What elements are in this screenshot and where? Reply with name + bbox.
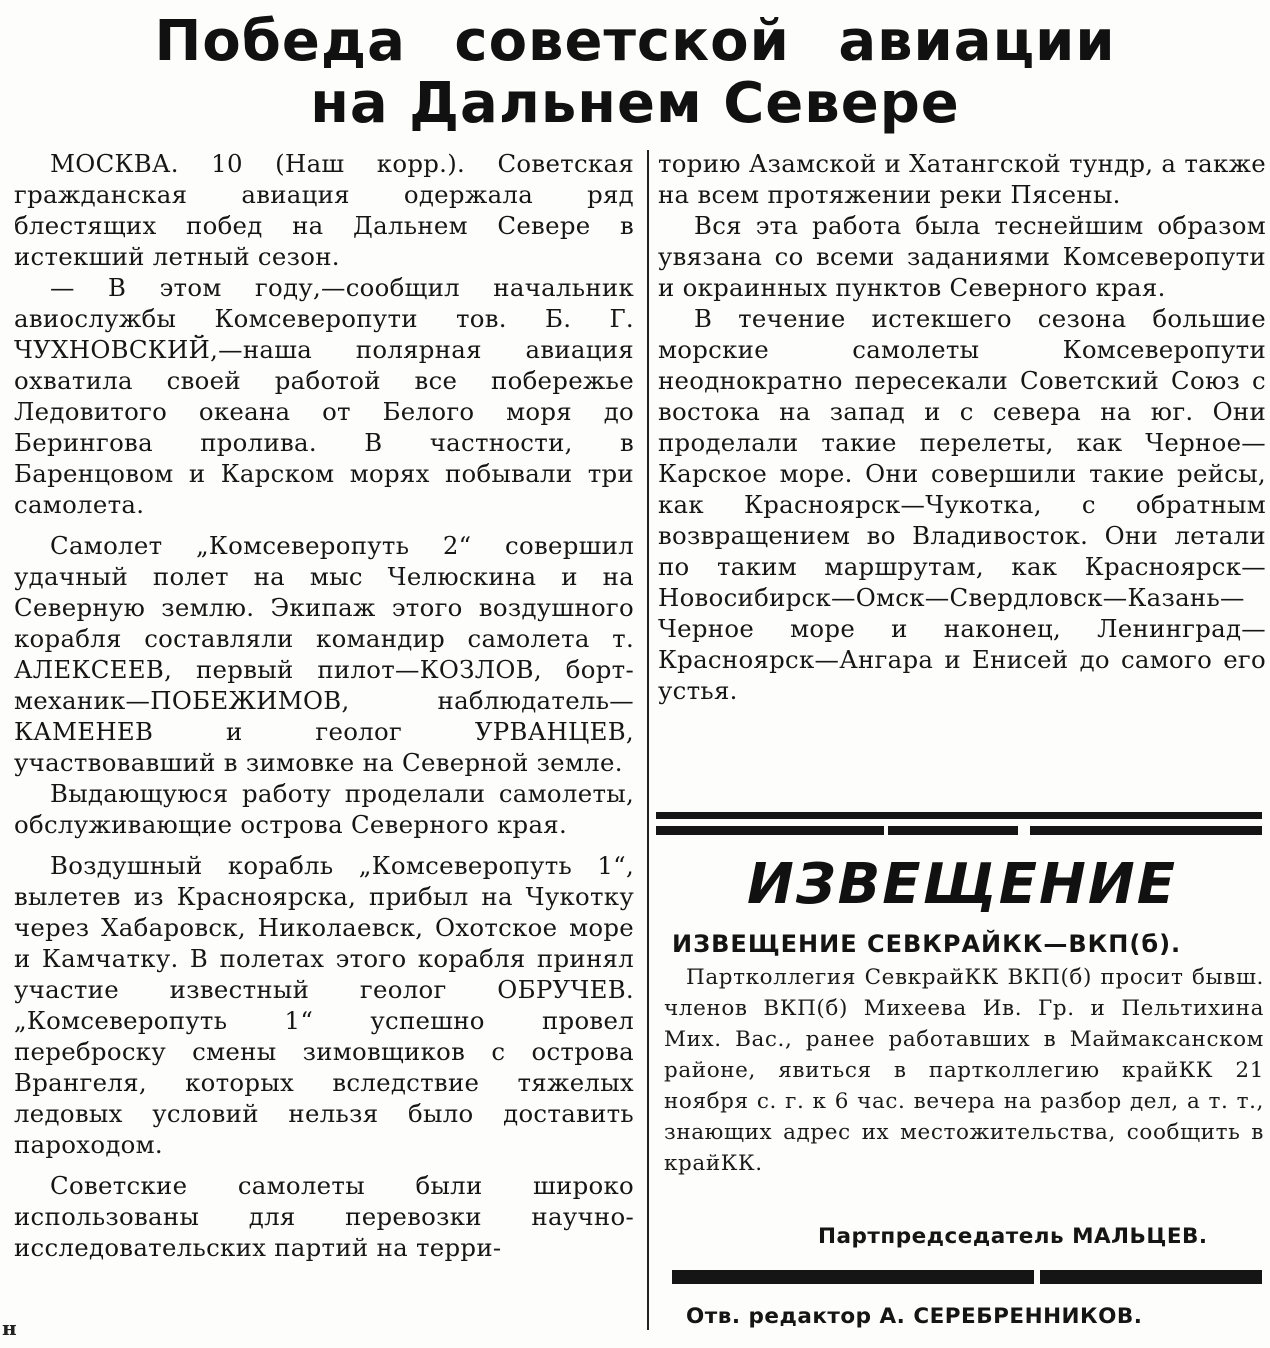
separator-rule — [672, 1270, 1034, 1284]
column-divider — [647, 150, 649, 1330]
headline-line-1: Победа советской авиации — [154, 9, 1116, 74]
stray-mark: н — [2, 1316, 17, 1340]
article-paragraph: — В этом году,—сообщил начальник авиослужбы Комсеверопути тов. Б. Г. ЧУХНОВСКИЙ,—наша полярная авиация охватила своей работой все побережье Ледовитого океана от Белого моря до Берингова пролива. В частности, в Баренцовом и Карском морях побывали три самолета. — [14, 273, 634, 519]
separator-rule — [656, 812, 1262, 819]
separator-rule — [1030, 826, 1262, 835]
separator-rule — [656, 826, 884, 835]
notice-signature: Партпредседатель МАЛЬЦЕВ. — [818, 1224, 1208, 1249]
article-paragraph: Самолет „Комсеверопуть 2“ совершил удачный полет на мыс Челюскина и на Северную землю. Экипаж этого воздушного корабля составляли командир самолета т. АЛЕКСЕЕВ, первый пилот—КОЗЛОВ, борт-механик—ПОБЕЖИМОВ, наблюдатель—КАМЕНЕВ и геолог УРВАНЦЕВ, участвовавший в зимовке на Северной земле. — [14, 531, 634, 777]
notice-title: ИЗВЕЩЕНИЕ — [746, 852, 1178, 917]
headline-line-2: на Дальнем Севере — [310, 71, 960, 136]
article-paragraph: Воздушный корабль „Комсеверопуть 1“, вылетев из Красноярска, прибыл на Чукотку через Хабаровск, Николаевск, Охотское море и Камчатку. В полетах этого корабля принял участие известный геолог ОБРУЧЕВ. „Комсеверопуть 1“ успешно провел переброску смены зимовщиков с острова Врангеля, которых вследствие тяжелых ледовых условий нельзя было доставить пароходом. — [14, 851, 634, 1159]
editor-line: Отв. редактор А. СЕРЕБРЕННИКОВ. — [686, 1304, 1143, 1329]
article-right-column — [658, 148, 1266, 706]
article-paragraph: Советские самолеты были широко использованы для перевозки научно-исследовательских партий на терри- — [14, 1171, 634, 1262]
article-left-column — [14, 148, 634, 1263]
article-paragraph: Выдающуюся работу проделали самолеты, обслуживающие острова Северного края. — [14, 779, 634, 839]
article-paragraph: МОСКВА. 10 (Наш корр.). Советская гражданская авиация одержала ряд блестящих побед на Дальнем Севере в истекший летный сезон. — [14, 149, 634, 271]
article-paragraph: торию Азамской и Хатангской тундр, а также на всем протяжении реки Пясены. — [658, 149, 1266, 209]
separator-rule — [888, 826, 1018, 835]
article-paragraph: Вся эта работа была теснейшим образом увязана со всеми заданиями Комсеверопути и окраинных пунктов Северного края. — [658, 211, 1266, 302]
notice-body: Партколлегия СевкрайКК ВКП(б) просит бывш. членов ВКП(б) Михеева Ив. Гр. и Пельтихина Мих. Вас., ранее работавших в Маймаксанском районе, явиться в партколлегию крайКК 21 ноября с. г. к 6 час. вечера на разбор дел, а т. т., знающих адрес их местожительства, сообщить в крайКК. — [664, 965, 1264, 1176]
article-paragraph: В течение истекшего сезона большие морские самолеты Комсеверопути неоднократно пересекали Советский Союз с востока на запад и с севера на юг. Они проделали такие перелеты, как Черное—Карское море. Они совершили такие рейсы, как Красноярск—Чукотка, с обратным возвращением во Владивосток. Они летали по таким маршрутам, как Красноярск—Новосибирск—Омск—Свердловск—Казань—Черное море и наконец, Ленинград—Красноярск—Ангара и Енисей до самого его устья. — [658, 304, 1266, 705]
notice-subtitle: ИЗВЕЩЕНИЕ СЕВКРАЙКК—ВКП(б). — [672, 930, 1182, 958]
separator-rule — [1040, 1270, 1262, 1284]
